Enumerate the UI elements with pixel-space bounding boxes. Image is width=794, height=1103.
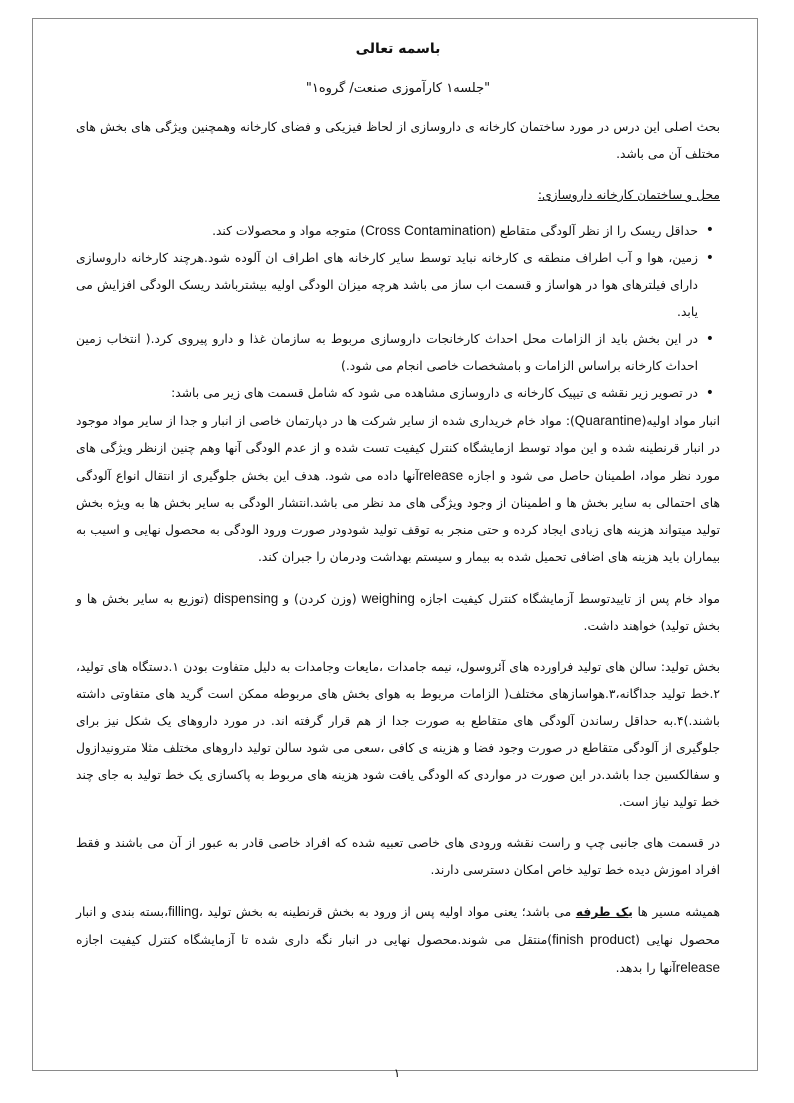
production-paragraph: بخش تولید: سالن های تولید فراورده های آئروسول، نیمه جامدات ،مایعات وجامدات به دلیل متفاوت بودن ۱.دستگاه های تولید، ۲.خط تولید جداگانه،۳.هواسازهای مختلف( الزامات مربوط به هوای بخش های مربوطه ممکن است گرید های متفاوتی داشته باشند.)۴.به حداقل رساندن آلودگی های متقاطع به صورت جدا از هم قرار گرفته اند. در مورد داروهای یک شکل نیز برای جلوگیری از آلودگی متقاطع در صورت وجود فضا و هزینه ی کافی ،سعی می شود سالن تولید داروهای مختلف مثلا مترونیدازول و سفالکسین جدا باشد.در این صورت در مواردی که الودگی یافت شود هزینه های مربوط به پاکسازی یک خط تولید به جای چند خط تولید نیاز است. bbox=[76, 660, 721, 809]
document-title: باسمه تعالی bbox=[355, 41, 441, 57]
entrances-paragraph: در قسمت های جانبی چپ و راست نقشه ورودی های خاصی تعبیه شده که افراد خاصی قادر به عبور از آن می باشند و فقط افراد اموزش دیده خط تولید خاص امکان دسترسی دارند. bbox=[76, 836, 720, 877]
bullet-item: • حداقل ریسک را از نظر آلودگی متقاطع (Cross Contamination) متوجه مواد و محصولات کند. bbox=[76, 217, 698, 245]
document-subtitle: "جلسه۱ کارآموزی صنعت/ گروه۱" bbox=[305, 81, 491, 96]
intro-paragraph: بحث اصلی این درس در مورد ساختمان کارخانه ی داروسازی از لحاظ فیزیکی و فضای کارخانه وهمچنین ویژگی های بخش های مختلف آن می باشد. bbox=[76, 120, 720, 161]
document-body bbox=[76, 38, 720, 982]
bullet-item: • در این بخش باید از الزامات محل احداث کارخانجات داروسازی مربوط به سازمان غذا و دارو پیروی کرد.( انتخاب زمین احداث کارخانه براساس الزامات و بامشخصات خاصی انجام می شود.) bbox=[76, 326, 698, 380]
bullet-item: • در تصویر زیر نقشه ی تیپیک کارخانه ی داروسازی مشاهده می شود که شامل قسمت های زیر می باشد: bbox=[76, 380, 698, 407]
section-heading: محل و ساختمان کارخانه داروسازی: bbox=[537, 188, 720, 202]
page-number: ۱ bbox=[393, 1066, 401, 1080]
bullet-list bbox=[76, 217, 720, 407]
bullet-item: • زمین، هوا و آب اطراف منطقه ی کارخانه نباید توسط سایر کارخانه های اطراف ان آلوده شود.هرچند کارخانه داروسازی دارای فیلترهای هوا در هواساز و قسمت اب ساز می باشد هرچه میزان الودگی اولیه بیشترباشد ریسک الودگی افزایش می یابد. bbox=[76, 245, 698, 326]
quarantine-paragraph: انبار مواد اولیه(Quarantine): مواد خام خریداری شده از سایر شرکت ها در دپارتمان خاصی از انبار و جدا از سایر مواد موجود در انبار قرنطینه شده و این مواد توسط ازمایشگاه کنترل کیفیت تست شده و از عدم الودگی آنها وهم چنین ازنظر ویژگی های مورد نظر مواد، اطمینان حاصل می شود و اجازه releaseآنها داده می شود. هدف این بخش جلوگیری از انتقال انواع آلودگی های احتمالی به سایر بخش ها و اطمینان از وجود ویژگی های مد نظر می باشد.انتشار الودگی به سایر بخش ها به ویژه بخش تولید میتواند هزینه های زیادی ایجاد کرده و حتی منجر به توقف تولید شودودر صورت ورود الودگی به محصول نهایی و اسیب به بیماران باید هزینه های اضافی تحمیل شده به بیمار و سیستم بهداشت ودرمان را جبران کند. bbox=[76, 413, 720, 564]
weighing-paragraph: مواد خام پس از تاییدتوسط آزمایشگاه کنترل کیفیت اجازه weighing (وزن کردن) و dispensing (توزیع به سایر بخش ها و بخش تولید) خواهند داشت. bbox=[76, 591, 720, 633]
one-way-paragraph: همیشه مسیر ها یک طرفه می باشد؛ یعنی مواد اولیه پس از ورود به بخش قرنطینه به بخش تولید ،filling،بسته بندی و انبار محصول نهایی (finish product)منتقل می شوند.محصول نهایی در انبار نگه داری شده تا آزمایشگاه کنترل کیفیت اجازه releaseآنها را بدهد. bbox=[76, 904, 720, 975]
